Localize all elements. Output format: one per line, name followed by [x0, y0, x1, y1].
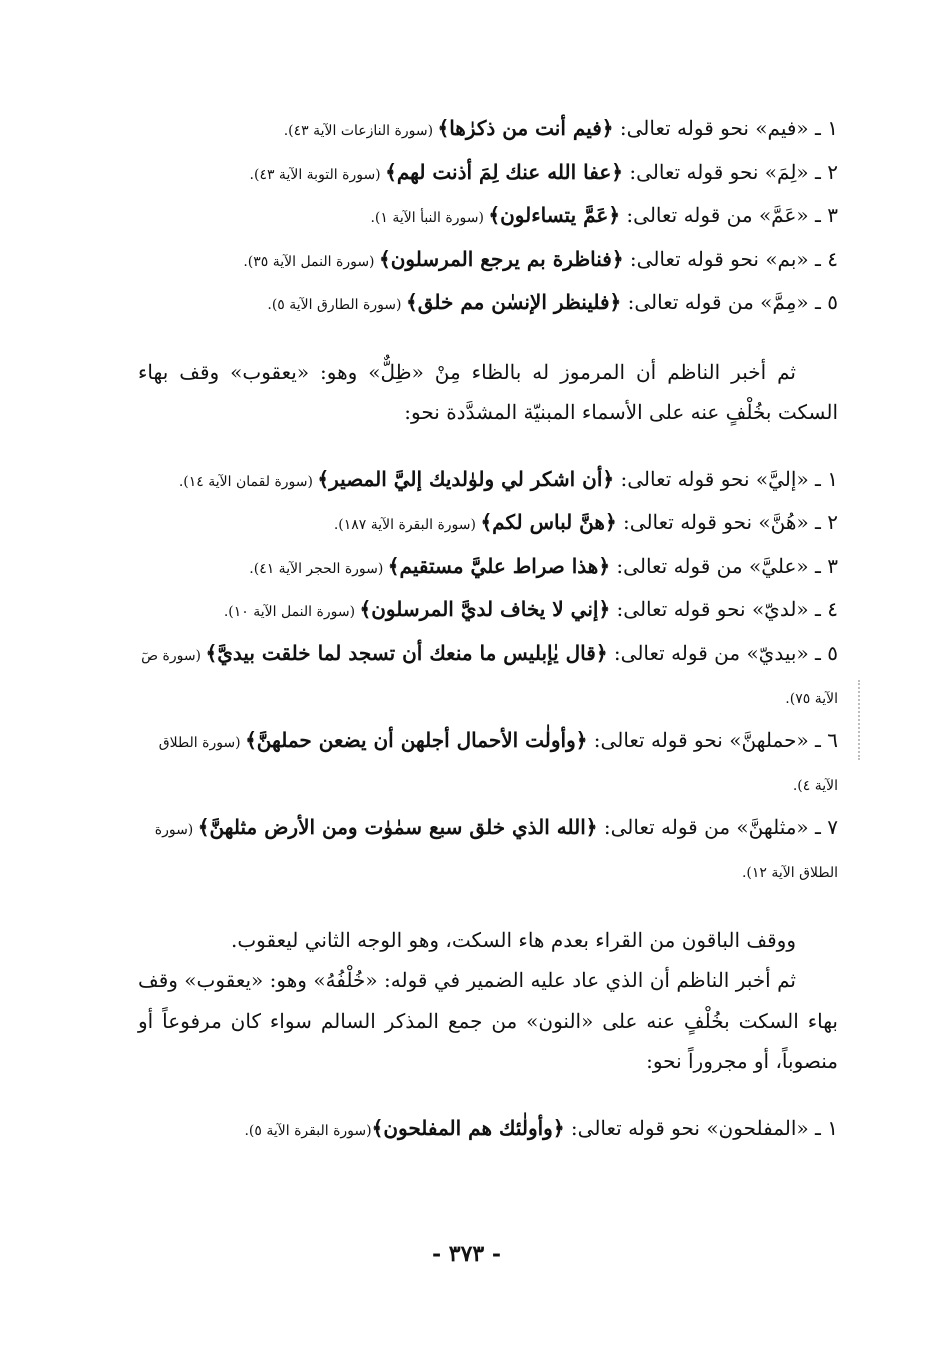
list-item — [138, 195, 838, 239]
list-plural-nun — [138, 1108, 838, 1152]
margin-mark — [858, 680, 862, 760]
list-item — [138, 589, 838, 633]
quran-verse: ﴿الله الذي خلق سبع سمٰوٰت ومن الأرض مثلهنَّ﴾ — [197, 814, 598, 839]
item-lead: ٦ ـ «حملهنَّ» نحو قوله تعالى: — [587, 727, 838, 752]
item-lead: ٧ ـ «مثلهنَّ» من قوله تعالى: — [597, 814, 838, 839]
verse-reference: (سورة النبأ الآية ١). — [370, 210, 489, 226]
spacer — [138, 894, 838, 920]
page-body — [138, 108, 838, 1151]
verse-reference: (سورة النمل الآية ٣٥). — [243, 253, 379, 270]
item-lead: ٢ ـ «لِمَ» نحو قوله تعالى: — [623, 159, 838, 184]
quran-verse: ﴿قال يٰإبليس ما منعك أن تسجد لما خلقت بيديَّ﴾ — [205, 640, 608, 665]
verse-reference: (سورة النازعات الآية ٤٣). — [283, 123, 438, 139]
item-lead: ١ ـ «فيم» نحو قوله تعالى: — [613, 116, 838, 140]
verse-reference: (سورة النمل الآية ١٠). — [223, 604, 360, 620]
list-item — [138, 1108, 838, 1152]
list-item — [138, 282, 838, 326]
verse-reference: (سورة البقرة الآية ٥). — [244, 1122, 372, 1139]
verse-reference: (سورة البقرة الآية ١٨٧). — [333, 517, 481, 533]
paragraph: ثم أخبر الناظم أن المرموز له بالظاء مِنْ «ظِلٌّ» وهو: «يعقوب» وقف بهاء السكت بخُلْفٍ عنه على الأسماء المبنيّة المشدَّدة نحو: — [138, 359, 838, 424]
list-mabni-mushaddad — [138, 459, 838, 894]
verse-reference: (سورة الطلاق الآية ١٢). — [154, 821, 838, 881]
verse-reference: (سورة صٓ الآية ٧٥). — [141, 647, 838, 707]
item-lead: ٥ ـ «مِمَّ» من قوله تعالى: — [621, 290, 838, 314]
quran-verse: ﴿أن اشكر لي ولوٰلديك إليَّ المصير﴾ — [317, 466, 615, 491]
list-item — [138, 239, 838, 283]
verse-reference: (سورة الطارق الآية ٥). — [267, 297, 406, 313]
item-lead: ١ ـ «المفلحون» نحو قوله تعالى: — [564, 1115, 838, 1140]
item-lead: ٥ ـ «بيديّ» من قوله تعالى: — [607, 640, 838, 665]
item-lead: ٤ ـ «لديّ» نحو قوله تعالى: — [610, 597, 838, 621]
verse-reference: (سورة لقمان الآية ١٤). — [178, 473, 318, 490]
page-number: - ٣٧٣ - — [431, 1241, 502, 1267]
list-item — [138, 546, 838, 590]
verse-reference: (سورة الحجر الآية ٤١). — [249, 560, 388, 577]
list-item — [138, 720, 838, 807]
paragraph: ثم أخبر الناظم أن الذي عاد عليه الضمير في قوله: «خُلْفُهُ» وهو: «يعقوب» وقف بهاء السكت بخُلْفٍ عنه على «النون» من جمع المذكر السالم سواء كان مرفوعاً أو منصوباً، أو مجروراً نحو: — [138, 968, 838, 1073]
list-item — [138, 633, 838, 720]
quran-verse: ﴿هنَّ لباس لكم﴾ — [480, 510, 617, 534]
item-lead: ٣ ـ «عليَّ» من قوله تعالى: — [610, 553, 838, 578]
spacer — [138, 1082, 838, 1108]
quran-verse: ﴿عَمَّ يتساءلون﴾ — [488, 203, 621, 227]
list-item — [138, 807, 838, 894]
quran-verse: ﴿عفا الله عنك لِمَ أذنت لهم﴾ — [385, 159, 624, 184]
spacer — [138, 433, 838, 459]
spacer — [138, 326, 838, 352]
item-lead: ٣ ـ «عَمَّ» من قوله تعالى: — [620, 203, 838, 227]
quran-verse: ﴿وأولٰت الأحمال أجلهن أن يضعن حملهنَّ﴾ — [245, 727, 588, 752]
list-item — [138, 502, 838, 546]
item-lead: ٤ ـ «بم» نحو قوله تعالى: — [623, 246, 838, 271]
quran-verse: ﴿إني لا يخاف لديَّ المرسلون﴾ — [359, 597, 611, 621]
list-item — [138, 152, 838, 196]
paragraph: ووقف الباقون من القراء بعدم هاء السكت، وهو الوجه الثاني ليعقوب. — [230, 927, 796, 952]
quran-verse: ﴿فيم أنت من ذكرٰها﴾ — [437, 116, 614, 140]
list-item — [138, 108, 838, 152]
quran-verse: ﴿فناظرة بم يرجع المرسلون﴾ — [378, 246, 624, 271]
quran-verse: ﴿هذا صراط عليَّ مستقيم﴾ — [387, 553, 611, 578]
verse-reference: (سورة التوبة الآية ٤٣). — [249, 166, 386, 183]
item-lead: ١ ـ «إليَّ» نحو قوله تعالى: — [614, 466, 838, 491]
list-item — [138, 459, 838, 503]
item-lead: ٢ ـ «هُنَّ» نحو قوله تعالى: — [616, 510, 838, 534]
quran-verse: ﴿فلينظر الإنسٰن مم خلق﴾ — [405, 290, 622, 314]
verse-reference: (سورة الطلاق الآية ٤). — [158, 734, 838, 794]
list-interrogative-ma — [138, 108, 838, 326]
quran-verse: ﴿وأولٰئك هم المفلحون﴾ — [371, 1115, 565, 1140]
